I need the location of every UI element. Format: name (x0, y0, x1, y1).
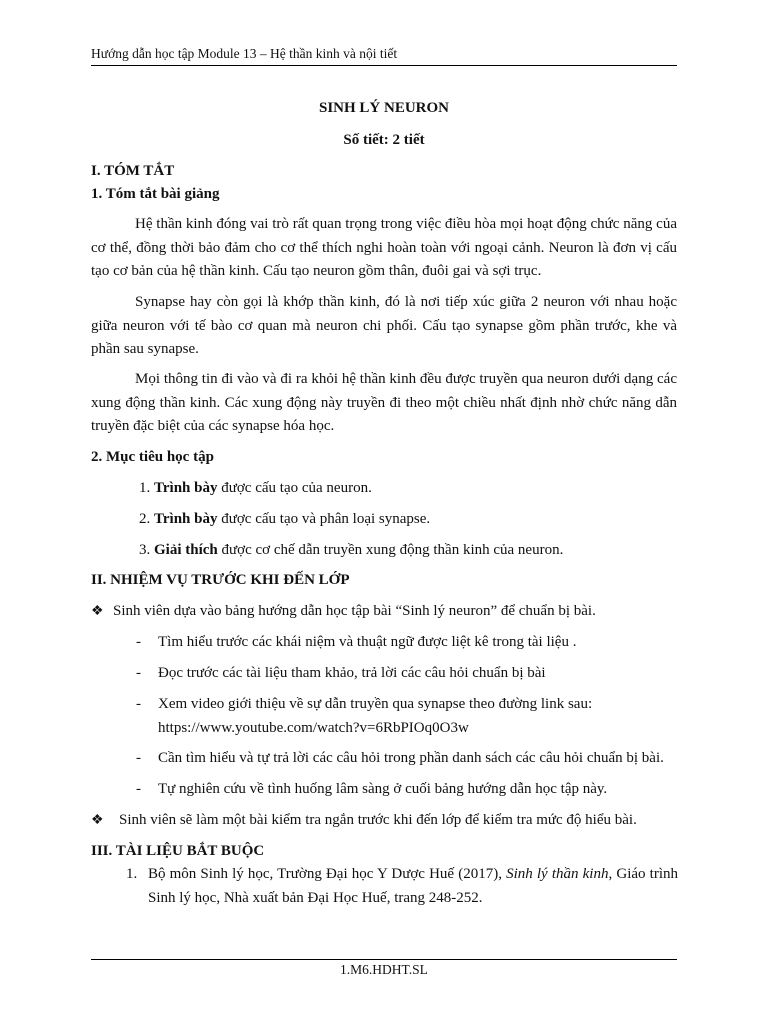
task-text: Tự nghiên cứu về tình huống lâm sàng ở cuối bảng hướng dẫn học tập này. (158, 781, 608, 797)
objective-text: được cấu tạo của neuron. (217, 480, 372, 496)
bullet-text: Sinh viên dựa vào bảng hướng dẫn học tập bài “Sinh lý neuron” để chuẩn bị bài. (113, 603, 596, 619)
reference-number: 1. (126, 866, 138, 882)
objective-1 (139, 477, 372, 501)
dash-bullet: - (136, 634, 141, 650)
objective-text: được cơ chế dẫn truyền xung động thần kinh của neuron. (217, 542, 564, 558)
subsection-1-heading: 1. Tóm tắt bài giảng (91, 186, 220, 202)
section-2-heading: II. NHIỆM VỤ TRƯỚC KHI ĐẾN LỚP (91, 572, 350, 588)
bullet-text: Sinh viên sẽ làm một bài kiểm tra ngắn trước khi đến lớp để kiểm tra mức độ hiểu bài. (119, 812, 637, 828)
document-title: SINH LÝ NEURON (318, 100, 450, 116)
objective-verb: Trình bày (154, 480, 218, 496)
task-text: Đọc trước các tài liệu tham khảo, trả lời các câu hỏi chuẩn bị bài (158, 665, 546, 681)
section-3-heading: III. TÀI LIỆU BẮT BUỘC (91, 843, 265, 859)
dash-bullet: - (136, 665, 141, 681)
paragraph-1: Hệ thần kinh đóng vai trò rất quan trọng trong việc điều hòa mọi hoạt động chức năng của cơ thể, đồng thời bảo đảm cho cơ thể thích nghi hoàn toàn với ngoại cảnh. Neuron là đơn vị cấu tạo cơ bản của hệ thần kinh. Cấu tạo neuron gồm thân, đuôi gai và sợi trục. (91, 216, 677, 279)
reference-publisher: , Giáo trình Sinh lý học, Nhà xuất bản Đại Học Huế, trang 248-252. (148, 866, 678, 906)
objective-verb: Trình bày (154, 511, 218, 527)
reference-text (148, 863, 678, 910)
reference-title: Sinh lý thần kinh (506, 866, 609, 882)
diamond-bullet-icon: ❖ (91, 813, 104, 828)
document-subtitle: Số tiết: 2 tiết (343, 132, 425, 148)
task-text: Tìm hiểu trước các khái niệm và thuật ngữ được liệt kê trong tài liệu . (158, 634, 577, 650)
paragraph-3: Mọi thông tin đi vào và đi ra khỏi hệ thần kinh đều được truyền qua neuron dưới dạng các xung động thần kinh. Các xung động này truyền đi theo một chiều nhất định nhờ chức năng dẫn truyền đặc biệt của các synapse hóa học. (91, 371, 677, 434)
footer-divider (91, 959, 677, 960)
dash-bullet: - (136, 781, 141, 797)
task-text: Cần tìm hiểu và tự trả lời các câu hỏi trong phần danh sách các câu hỏi chuẩn bị bài. (158, 750, 664, 766)
section-1-heading: I. TÓM TẮT (91, 163, 175, 179)
objective-number: 1. (139, 480, 151, 496)
subsection-2-heading: 2. Mục tiêu học tập (91, 449, 214, 465)
reference-authors: Bộ môn Sinh lý học, Trường Đại học Y Dược Huế (2017), (148, 866, 507, 882)
dash-bullet: - (136, 750, 141, 766)
objective-number: 2. (139, 511, 151, 527)
page-header: Hướng dẫn học tập Module 13 – Hệ thần kinh và nội tiết (91, 46, 677, 66)
objective-verb: Giải thích (154, 542, 218, 558)
objective-2 (139, 508, 430, 532)
objective-text: được cấu tạo và phân loại synapse. (217, 511, 431, 527)
paragraph-2: Synapse hay còn gọi là khớp thần kinh, đó là nơi tiếp xúc giữa 2 neuron với nhau hoặc giữa neuron với tế bào cơ quan mà neuron chi phối. Cấu tạo synapse gồm phần trước, khe và phần sau synapse. (91, 294, 677, 357)
diamond-bullet-icon: ❖ (91, 604, 104, 619)
objective-number: 3. (139, 542, 151, 558)
task-text: Xem video giới thiệu về sự dẫn truyền qua synapse theo đường link sau: https://www.youtube.com/watch?v=6RbPIOq0O3w (158, 696, 593, 736)
page-footer: 1.M6.HDHT.SL (340, 962, 428, 977)
dash-bullet: - (136, 696, 141, 712)
objective-3 (139, 539, 563, 563)
